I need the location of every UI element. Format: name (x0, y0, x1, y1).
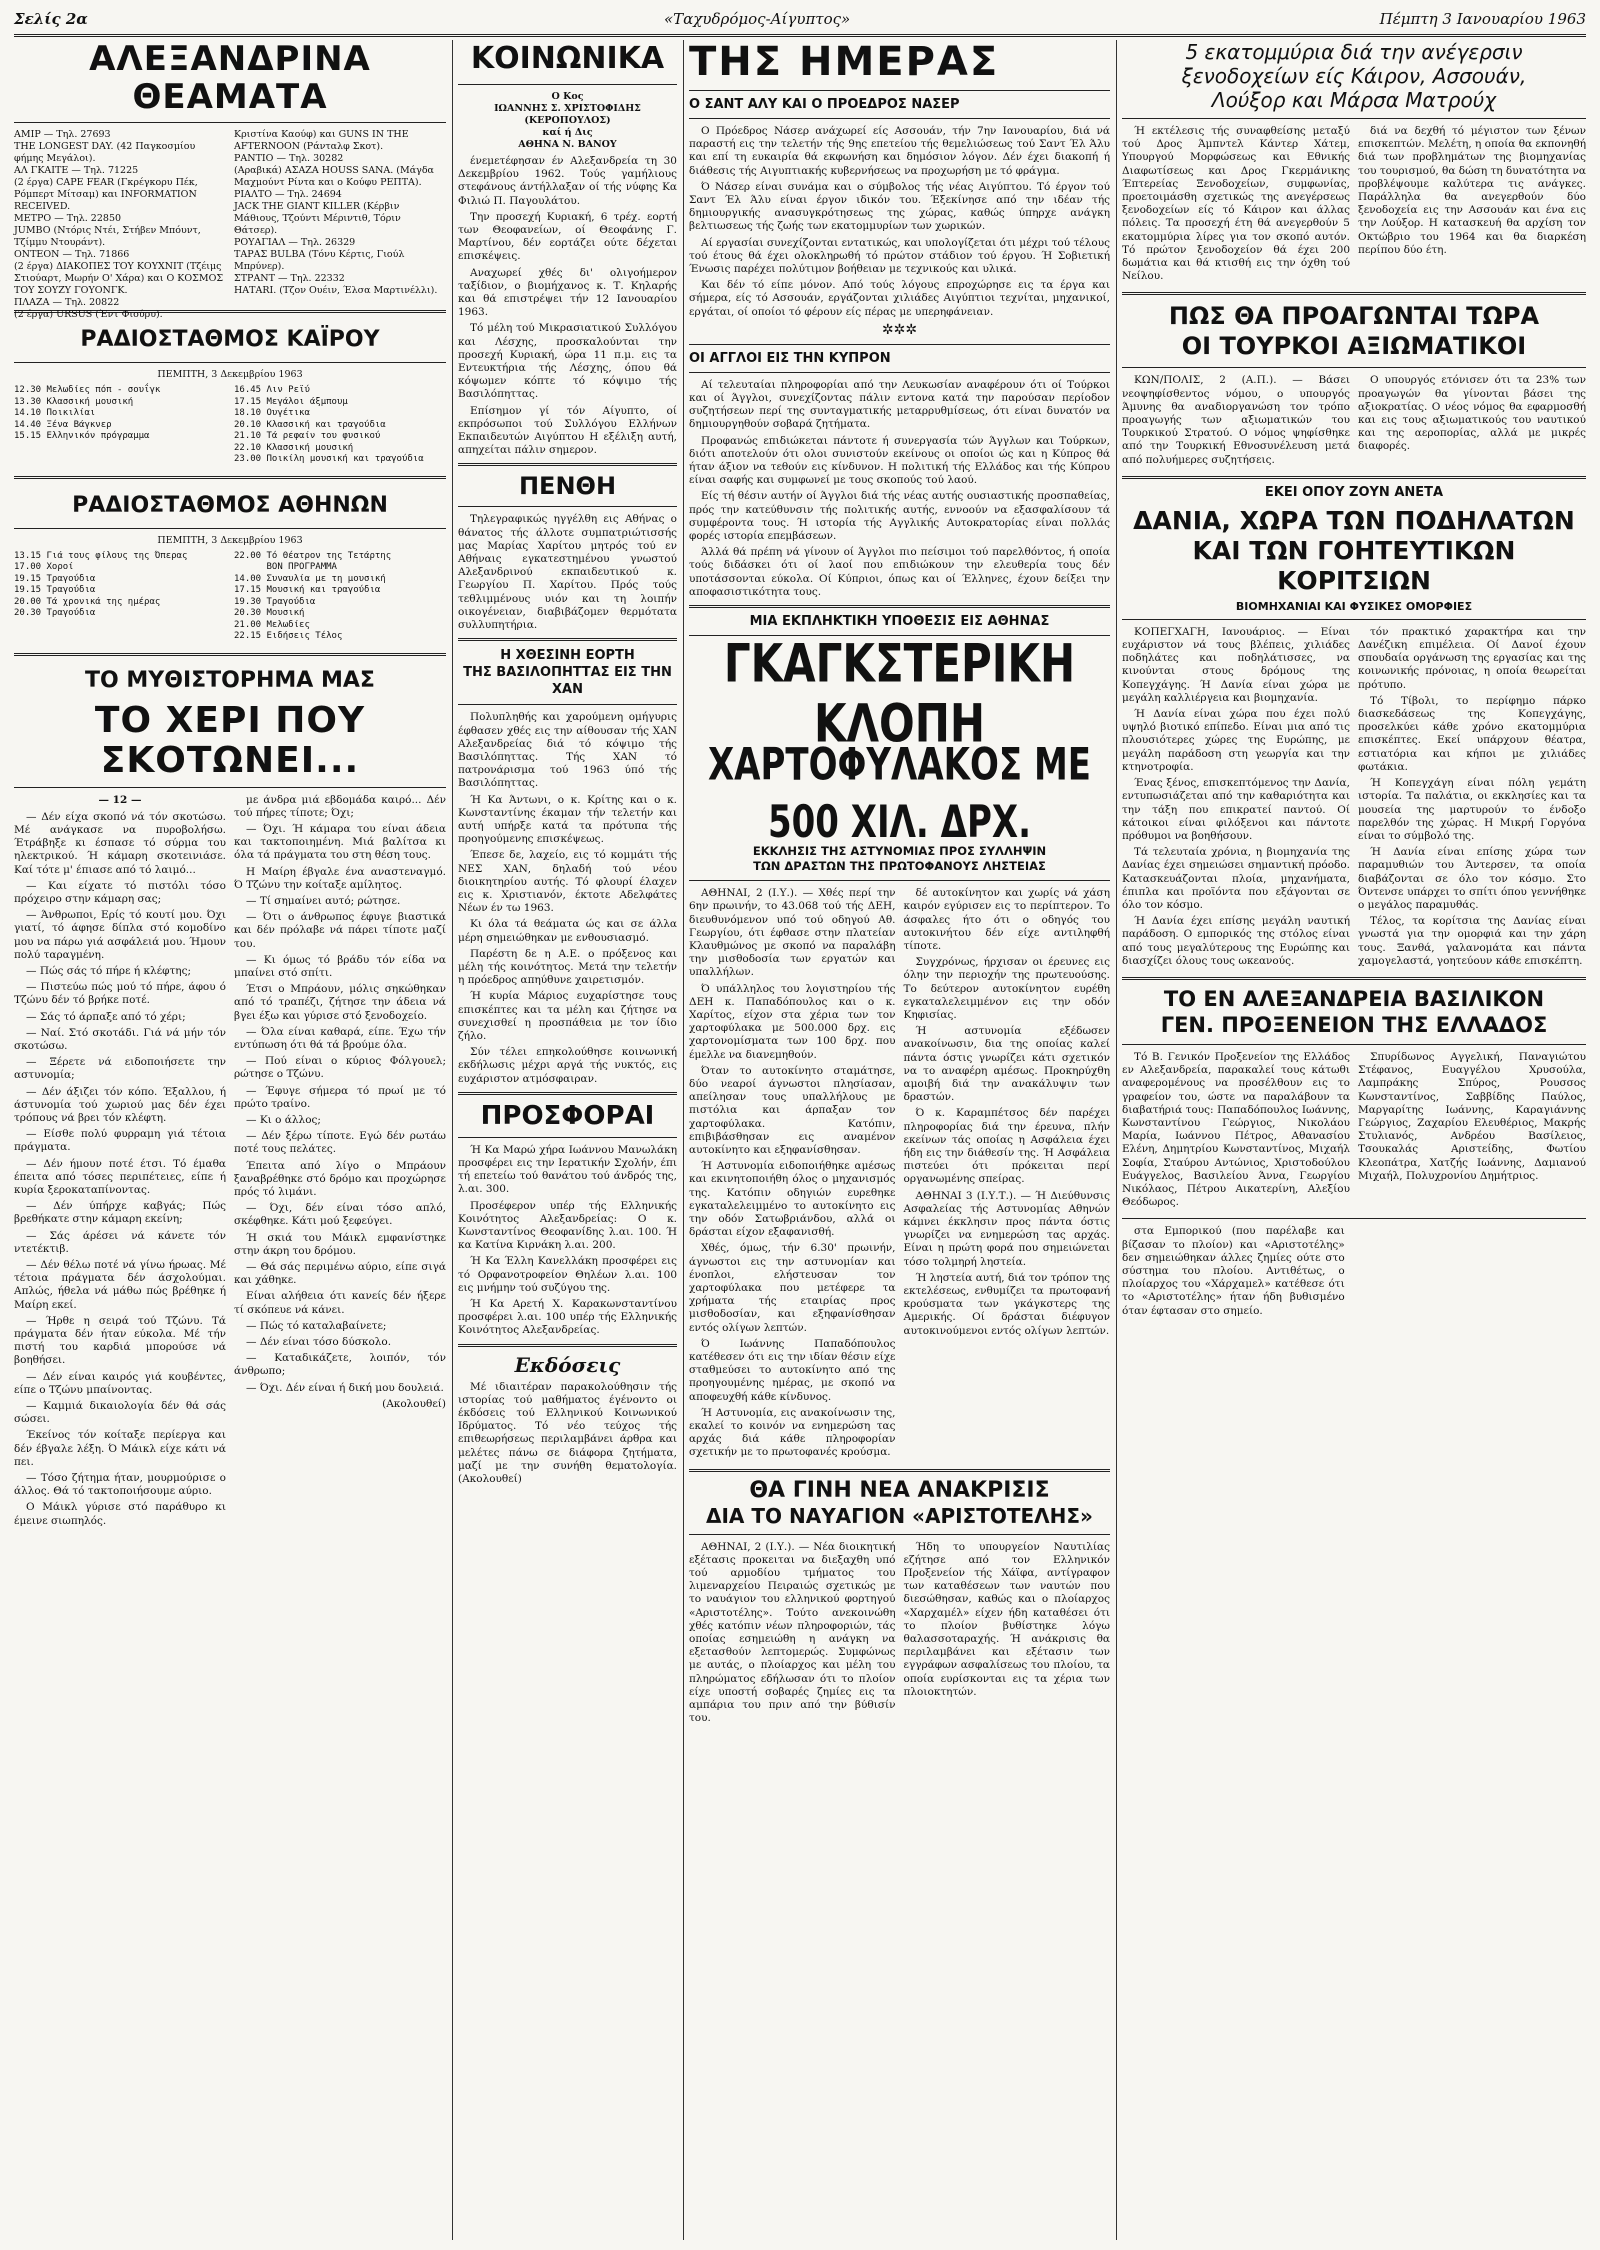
serial-paragraph: Έτσι ο Μπράουν, μόλις σηκώθηκαν από τό τραπέζι, ζήτησε την άδεια νά βγει έξω και γύρισε στό ξενοδοχείο. (234, 983, 446, 1022)
story-paragraph: Ή αστυνομία εξέδωσεν ανακοίνωσιν, δια της οποίας καλεί πάντα όστις γνωρίζει κάτι σχετικόν να το αναφέρη αμέσως. Προκηρύχθη αμοιβή διά την ανακάλυψιν των δραστών. (903, 1025, 1110, 1104)
serial-paragraph: — Ξέρετε νά ειδοποιήσετε την αστυνομία; (14, 1056, 226, 1082)
story-title-nasser: Ο ΣΑΝΤ ΑΛΥ ΚΑΙ Ο ΠΡΟΕΔΡΟΣ ΝΑΣΕΡ (689, 97, 960, 112)
headline-denmark-line2: ΚΑΙ ΤΩΝ ΓΟΗΤΕΥΤΙΚΩΝ ΚΟΡΙΤΣΙΩΝ (1192, 535, 1516, 595)
serial-paragraph: — Πώς τό καταλαβαίνετε; (246, 1319, 387, 1332)
serial-paragraph: — Όλα είναι καθαρά, είπε. Έχω τήν εντύπωση ότι θά τά βρούμε όλα. (234, 1025, 446, 1051)
serial-title: ΤΟ ΧΕΡΙ ΠΟΥ ΣΚΟΤΩΝΕΙ... (94, 699, 366, 781)
story-paragraph: Ό Ιωάννης Παπαδόπουλος κατέθεσεν ότι εις την ιδίαν θέσιν είχε σταθμεύσει το αυτοκίνητο από της προηγουμένης ημέρας, με σκοπό να αποφευχθή κάθε κίνδυνος. (689, 1337, 896, 1403)
offer-paragraph: Ή Κα Μαρώ χήρα Ιωάννου Μανωλάκη προσφέρει εις την Ιερατικήν Σχολήν, έπι τή επετείω τού θανάτου τού άνδρός της, λ.αι. 300. (458, 1143, 677, 1196)
publications-title: Εκδόσεις (514, 1352, 621, 1377)
serial-paragraph: — Δέν ξέρω τίποτε. Εγώ δέν ρωτάω ποτέ τους πελάτες. (234, 1130, 446, 1156)
story-paragraph: Ή Αστυνομία ειδοποιήθηκε αμέσως και εκινητοποιήθη όλος ο μηχανισμός της. Κατόπιν οδηγιών ευρεθηκε εγκαταλελειμμένο το αυτοκίνητο εις την οδόν Σατωβριάνδου, αλλά οι δράσται είχον εξαφανισθή. (689, 1160, 896, 1239)
serial-paragraph: με άνδρα μιά εβδομάδα καιρό... Δέν τού πήρες τίποτε; Όχι; (234, 793, 446, 819)
serial-paragraph: — Όχι, δέν είναι τόσο απλό, σκέφθηκε. Κάτι μού ξεφεύγει. (234, 1202, 446, 1228)
story-paragraph: Ή ληστεία αυτή, διά τον τρόπον της εκτελέσεως, ενθυμίζει τα πρωτοφανή κρούσματα των γκάγκστερς της Αμερικής. Οί δράσται διέφυγον αυτοκινούμενοι εντός ολίγων λεπτών. (903, 1271, 1110, 1337)
headline-robbery-line1: ΓΚΑΓΚΣΤΕΡΙΚΗ ΚΛΟΠΗ (723, 632, 1076, 755)
serial-paragraph: — Και είχατε τό πιστόλι τόσο πρόχειρο στην κάμαρη σας; (14, 879, 226, 905)
serial-paragraph: — Δέν είχα σκοπό νά τόν σκοτώσω. Μέ ανάγκασε να πυροβολήσω. Έτράβηξε κι έσπασε τό σύρμα του ηλεκτρικού. Ή κάμαρη σκοτεινιάσε. Καί τότε μ' έπιασε από τό λαιμό... (14, 810, 226, 876)
feast-paragraph: Ή Κα Άντωνι, ο κ. Κρίτης και ο κ. Κωνσταντίνης έκαμαν τήν τελετήν και αυτή υπήρξε κατά τα πρότυπα τής προηγούμενης επισκέψεως. (458, 793, 677, 846)
offer-paragraph: Ή Κα Αρετή Χ. Καρακωνσταντίνου προσφέρει λ.αι. 100 υπέρ τής Ελληνικής Κοινότητος Αλεξανδρείας. (458, 1298, 677, 1337)
serial-text-right (234, 794, 446, 1531)
headline-denmark-line1: ΔΑΝΙΑ, ΧΩΡΑ ΤΩΝ ΠΟΔΗΛΑΤΩΝ (1133, 505, 1575, 535)
serial-paragraph: (Ακολουθεί) (382, 1397, 446, 1410)
headline-turks-line2: ΟΙ ΤΟΥΡΚΟΙ ΑΞΙΩΜΑΤΙΚΟΙ (1181, 332, 1527, 361)
radio-athens-title: ΡΑΔΙΟΣΤΑΘΜΟΣ ΑΘΗΝΩΝ (72, 492, 388, 518)
social-paragraph: ένεμετέφησαν έν Αλεξανδρεία τη 30 Δεκεμβρίου 1962. Τούς γαμήλιους στεφάνους άντήλλαξαν οί τής νύφης Κα Φιλιώ Π. Παγουλάτου. (458, 155, 677, 207)
serial-paragraph: — Τί σημαίνει αυτό; ρώτησε. (246, 894, 401, 907)
story-paragraph: Ή Κοπεγχάγη είναι πόλη γεμάτη ιστορία. Τα παλάτια, οι εκκλησίες και τα μουσεία της μαρτυρούν το ένδοξο παρελθόν της χώρας. Η Μικρή Γοργόνα είναι το σύμβολό της. (1358, 777, 1586, 842)
mourning-title: ΠΕΝΘΗ (518, 472, 617, 501)
story-paragraph: ΑΘΗΝΑΙ 3 (Ι.Υ.Τ.). — Ή Διεύθυνσις Ασφαλείας τής Αστυνομίας Αθηνών κάμνει έκκλησιν προς πάντα όστις γνωρίζει να ενημερώση τας αρχάς. Είναι η πρώτη φορά που σημειώνεται τόσο τολμηρή ληστεία. (903, 1189, 1110, 1268)
headline-consulate-line2: ΓΕΝ. ΠΡΟΞΕΝΕΙΟΝ ΤΗΣ ΕΛΛΑΔΟΣ (1160, 1012, 1548, 1037)
social-paragraph: Την προσεχή Κυριακή, 6 τρέχ. εορτή των Θεοφανείων, οί Θεοφάνης Γ. Μαρτίνου, δέν εορτάζει ούτε δέχεται επισκέψεις. (458, 210, 677, 263)
serial-paragraph: — Καταδικάζετε, λοιπόν, τόν άνθρωπο; (234, 1352, 446, 1378)
column-rule (683, 40, 684, 2240)
story-paragraph: Τά τελευταία χρόνια, η βιομηχανία της Δανίας έχει σημειώσει σημαντική πρόοδο. Κατασκευάζονται πλοία, μηχανήματα, έπιπλα και προϊόντα που εξάγονται σε όλο τον κόσμο. (1122, 846, 1350, 911)
serial-paragraph: — Δέν είναι καιρός γιά κουβέντες, είπε ο Τζώνυ μπαίνοντας. (14, 1370, 226, 1396)
headline-consulate-line1: ΤΟ ΕΝ ΑΛΕΞΑΝΔΡΕΙΑ ΒΑΣΙΛΙΚΟΝ (1163, 986, 1545, 1011)
social-paragraph: Τό μέλη τού Μικρασιατικού Συλλόγου και Λέσχης, προσκαλούνται την προσεχή Κυριακή, ώρα 11 π.μ. εις τα Εντευκτήρια τής Λέσχης, όπου θά κόψωμεν κόπτε τό κόψιμο τής Βασιλόπηττας. (458, 322, 677, 401)
serial-paragraph: — Άνθρωποι, Ερίς τό κουτί μου. Όχι γιατί, τό άφησε δίπλα στό κομοδίνο μου να πάρω γιά ασφάλειά μου. Ήμουν πολύ ταραγμένη. (14, 909, 226, 961)
story-paragraph: Τό Β. Γενικόν Προξενείον της Ελλάδος εν Αλεξανδρεία, παρακαλεί τους κάτωθι αναφερομένους να προσέλθουν εις το γραφείον του, ώστε να παραλάβουν τα διαβατήριά τους: Παπαδόπουλος Ιωάννης, Κωνσταντίνου Γεώργιος, Νικολάου Μαρία, Ιωάννου Πέτρος, Αθανασίου Ελένη, Δημητρίου Κωνσταντίνος, Μιχαήλ Σοφία, Σταύρου Αντώνιος, Χριστοδούλου Ευάγγελος, Βασιλείου Άννα, Γεωργίου Νικόλαος, Πέτρου Αικατερίνη, Αλεξίου Θεόδωρος. (1122, 1050, 1350, 1209)
serial-paragraph: — Καμμιά δικαιολογία δέν θά σάς σώσει. (14, 1400, 226, 1426)
story-paragraph: Προφανώς επιδιώκεται πάντοτε ή συνεργασία τών Άγγλων και Τούρκων, διότι αποτελούν ότι ολοι συνιστούν εκείνους οι οποίοι ώς και η Κύπρος θά ήταν άξιον να τεθούν εις κίνδυνον. Η πολιτική τής Ελλάδος και τής Κύπρου είναι σαφής και συμφωνεί με τους σκοπούς τού λαού. (689, 434, 1110, 487)
subtitle-denmark: ΒΙΟΜΗΧΑΝΙΑΙ ΚΑΙ ΦΥΣΙΚΕΣ ΟΜΟΡΦΙΕΣ (1235, 599, 1473, 613)
issue-date: Πέμπτη 3 Ιανουαρίου 1963 (1379, 10, 1586, 28)
offer-paragraph: Προσέφερον υπέρ τής Ελληνικής Κοινότητος Αλεξανδρείας: Ο κ. Κωνσταντίνος Θεοφανίδης λ.αι. 100. Ή κα Κατίνα Κιρνάκη λ.αι. 200. (458, 1199, 677, 1252)
section-title-theatres: ΑΛΕΞΑΝΔΡΙΝΑ ΘΕΑΜΑΤΑ (89, 39, 371, 117)
story-paragraph: διά να δεχθή τό μέγιστον των ξένων επισκεπτών. Μελέτη, η οποία θα εκπονηθή διά των προβλημάτων της βιομηχανίας του τουρισμού, θα δώση τη δυνατότητα να προβλέψουμε καλύτερα τις ανάγκες. Παράλληλα θα ανεγερθούν δύο ξενοδοχεία εις την Ασσουάν και ένα εις την Λούξορ. Η κατασκευή θα αρχίση τον Οκτώβριο του 1964 και θα διαρκέση περίπου δύο έτη. (1358, 125, 1587, 256)
story-paragraph: Ό Νάσερ είναι συνάμα και ο σύμβολος τής νέας Αιγύπτου. Τό έργον τού Σαντ Έλ Άλυ είναι έργον ιδικόν του. Έξεκίνησε από την ιδέαν τής δημιουργικής ανασυγκρότησεως της χώρας, καθώς ύπηρχε ανάγκη βελτιωσεως τής ζωής των εκατομμυρίων των χωρικών. (689, 180, 1110, 233)
serial-paragraph: — Δέν ήμουν ποτέ έτσι. Τό έμαθα έπειτα από τόσες περιπέτειες, είπε ή κυρία ξεροκαταπίνοντας. (14, 1157, 226, 1196)
serial-paragraph: — Δέν είναι τόσο δύσκολο. (246, 1336, 392, 1349)
story-paragraph: Ή Αστυνομία, εις ανακοίνωσιν της, εκαλεί το κοινόν να ενημερώση τας αρχάς διά κάθε πληροφορίαν σχετικήν με το πρωτοφανές κρούσμα. (689, 1406, 896, 1459)
feast-paragraph: Πολυπληθής και χαρούμενη ομήγυρις έφθασεν χθές εις την αίθουσαν τής ΧΑΝ Αλεξανδρείας διά τό κόψιμο τής Βασιλόπηττας. Τής ΧΑΝ τό πατρονάρισμα τού 1963 ύπό τής Βασιλόπηττας. (458, 711, 677, 790)
serial-paragraph: Ο Μάικλ γύρισε στό παράθυρο κι έμεινε σιωπηλός. (14, 1501, 226, 1527)
serial-paragraph: — Όχι. Ή κάμαρα του είναι άδεια και τακτοποιημένη. Μιά βαλίτσα κι όλα τά πράγματα του στη θέση τους. (234, 822, 446, 862)
offers-title: ΠΡΟΣΦΟΡΑΙ (480, 1100, 655, 1131)
story-paragraph: Ήδη το υπουργείον Ναυτιλίας εζήτησε από τον Ελληνικόν Προξενείον τής Χάϊφα, αντίγραφον των καταθέσεων των ναυτών που διεσώθησαν, καθώς και ο πλοίαρχος «Χαρχαμέλ» είχεν ήδη καταθέσει ότι το πλοίον βυθίστηκε λόγω θαλασσοταραχής. Ή ανάκρισις θα περιλαμβάνει και εξέτασιν των εγγράφων ασφαλίσεως του πλοίου, τα οποία ευρίσκονται εις τα χέρια των πλοιοκτητών. (903, 1540, 1110, 1698)
serial-paragraph: — Κι ο άλλος; (246, 1113, 321, 1126)
headline-hotels: 5 εκατομμύρια διά την ανέγερσιν ξενοδοχείων είς Κάιρον, Ασσουάν, Λούξορ και Μάρσα Ματρούχ (1181, 40, 1527, 112)
radio-cairo-title: ΡΑΔΙΟΣΤΑΘΜΟΣ ΚΑΪΡΟΥ (80, 327, 380, 352)
story-paragraph: ΚΩΝ/ΠΟΛΙΣ, 2 (Α.Π.). — Βάσει νεοψηφίσθεντος νόμου, ο υπουργός Άμυνης θα αναδιοργανώση τον τρόπο προαγωγής των αξιωματικών του Τουρκικού Στρατού. Ο νόμος ψηφίσθηκε από την Τουρκική Εθνοσυνέλευση μετά από πολυήμερες συζητήσεις. (1122, 374, 1350, 466)
column-social (458, 40, 677, 2240)
column-rule (1116, 40, 1117, 2240)
serial-paragraph: — Ότι ο άνθρωπος έφυγε βιαστικά και δέν πρόλαβε νά πάρει τίποτε μαζί του. (234, 911, 446, 950)
feast-paragraph: Παρέστη δε η Α.Ε. ο πρόξενος και μέλη τής κοινότητος. Μετά την τελετήν η πρόεδρος απηύθυνε χαιρετισμόν. (458, 947, 677, 987)
story-paragraph: ΑΘΗΝΑΙ, 2 (Ι.Υ.). — Νέα διοικητική εξέτασις προκειται να διεξαχθη υπό τού αρμοδίου τμήματος του λιμεναρχείου Πειραιώς σχετικώς με το ναυάγιον του ελληνικού φορτηγού «Αριστοτέλης». Τούτο ανεκοινώθη χθές κατόπιν νέων πληροφοριών, τάς οποίας εσημειώθη η ανάγκη να εξετασθούν λεπτομερώς. Συμφώνως με αυτάς, ο πλοίαρχος και μέλη του πληρώματος εδήλωσαν ότι το πλοίον είχε υποστή σοβαρές ζημίες εις τα αμπάρια του πριν από την βύθισίν του. (689, 1540, 896, 1725)
serial-paragraph: Έκείνος τόν κοίταξε περίεργα και δέν έβγαλε λέξη. Ό Μάικλ είχε κάτι νά πει. (14, 1429, 226, 1468)
column-news (689, 40, 1110, 2240)
serial-paragraph: — Πιστεύω πώς μού τό πήρε, άφου ό Τζώνυ δέν τό βρήκε ποτέ. (14, 981, 226, 1007)
story-paragraph: δέ αυτοκίνητον και χωρίς νά χάση καιρόν εγύρισεν εις το περίπτερον. Το άσφαλες ήτο ότι ο οδηγός του αυτοκινήτου δέν είχε αντιληφθή τίποτε. (903, 887, 1110, 952)
story-paragraph: στα Εμπορικού (που παρέλαβε και βίζασαν το πλοίον) και «Αριστοτέλης» δεν σημειώθηκαν άλλες ζημίες ούτε στο σύστημα του πλοίου. Αντιθέτως, ο πλοίαρχος του «Χάρχαμελ» κατέθεσε ότι το «Αριστοτέλης» ήταν ήδη βυθισμένο όταν έφτασαν στο σημείο. (1122, 1225, 1345, 1317)
story-paragraph: Ό κ. Καραμπέτσος δέν παρέχει πληροφορίας διά την έρευνα, πλήν εκείνων τάς οποίας η Ασφάλεια έχει ήδη εις την διάθεσίν της. Ή Ασφάλεια πιστεύει ότι πρόκειται περί οργανωμένης σπείρας. (903, 1107, 1110, 1186)
story-paragraph: Χθές, όμως, τήν 6.30' πρωινήν, άγνωστοι εις την αστυνομίαν και ένοπλοι, ελήστευσαν τον χαρτοφύλακα που μετέφερε τα χρήματα τής εταιρίας προς μισθοδοσίαν, και εξηφανίσθησαν εντός ολίγων λεπτών. (689, 1242, 896, 1334)
feast-paragraph: Σύν τέλει επηκολούθησε κοινωνική εκδήλωσις μέχρι αργά τής νυκτός, εις ευχάριστον ατμόσφαιραν. (458, 1046, 677, 1085)
headline-inquiry-line1: ΘΑ ΓΙΝΗ ΝΕΑ ΑΝΑΚΡΙΣΙΣ (749, 1477, 1050, 1503)
story-paragraph: Όταν το αυτοκίνητο σταμάτησε, δύο νεαροί άγνωστοι πλησίασαν, απείλησαν τους υπαλλήλους με πιστόλια και άρπαξαν τον χαρτοφύλακα. Κατόπιν, επιβιβάσθησαν εις αναμένον αυτοκίνητο και εξηφανίσθησαν. (689, 1064, 896, 1156)
story-paragraph: Είς τή θέσιν αυτήν οί Άγγλοι διά τής νέας αυτής ουσιαστικής προσπαθείας, πρός την κατεύθυνσιν τής πολιτικής αυτής, εννοούν να εξασφαλίσουν τά συμφέροντα τους. Ή ιστορία τής Αγγλικής Αυτοκρατορίας είναι πολλάς φορές ιστορία επεμβάσεων. (689, 490, 1110, 543)
story-paragraph: ΚΟΠΕΓΧΑΓΗ, Ιανουάριος. — Είναι ευχάριστον νά τους βλέπεις, χιλιάδες ποδηλάτες και ποδηλάτισσες, να κινούνται στους δρόμους της Κοπεγχάγης. Ή Δανία είναι χώρα με μεγάλη καλλιέργεια και βιομηχανία. (1122, 625, 1350, 704)
serial-paragraph: — Δέν ύπήρχε καβγάς; Πώς βρεθήκατε στην κάμαρη εκείνη; (14, 1200, 226, 1226)
social-paragraph: Αναχωρεί χθές δι' ολιγοήμερον ταξίδιον, ο βιομήχανος κ. Τ. Κηλαρής και θά επιστρέψει τήν 12 Ιανουαρίου 1963. (458, 266, 677, 319)
story-paragraph: Τέλος, τα κορίτσια της Δανίας είναι γνωστά για την ομορφιά και την χάρη τους. Ξανθά, γαλανομάτα και πάντα χαμογελαστά, γοητεύουν κάθε επισκέπτη. (1358, 915, 1586, 967)
serial-paragraph: — Δέν θέλω ποτέ νά γίνω ήρωας. Μέ τέτοια πράγματα δέν άσχολούμαι. Απλώς, ήθελα νά μάθω πώς βρέθηκε ή Μαίρη εκεί. (14, 1259, 226, 1311)
serial-paragraph: — Σάς τό άρπαξε από τό χέρι; (26, 1010, 186, 1023)
story-paragraph: Ή εκτέλεσις τής συναφθείσης μεταξύ τού Δρος Άμπντελ Κάντερ Χάτεμ, Υπουργού Μορφώσεως και Εθνικής Διαφωτίσεως και Δρος Γκερμάνικης Έπτερείας Ξενοδοχείων, συμφωνίας, προετοιμάσθη σχετικώς της ανεγέρσεως ξενοδοχείων είς τό Κάιρον και άλλας πόλεις. Τα προσεχή έτη θά ανεγερθούν 5 εκατομμύρια λίρες για τον σκοπό αυτόν. Τό πρώτον ξενοδοχείον θά έχει 200 δωμάτια και θά κτισθή εις την όχθη τού Νείλου. (1122, 125, 1350, 283)
kicker-denmark: ΕΚΕΙ ΟΠΟΥ ΖΟΥΝ ΑΝΕΤΑ (1264, 484, 1444, 500)
serial-paragraph: — Σάς άρέσει νά κάνετε τόν ντετέκτιβ. (14, 1229, 226, 1255)
offer-paragraph: Ή Κα Έλλη Κανελλάκη προσφέρει εις τό Ορφανοτροφείον Θηλέων λ.αι. 100 εις μνήμην τού συζύγου της. (458, 1255, 677, 1294)
feast-title: Η ΧΘΕΣΙΝΗ ΕΟΡΤΗ ΤΗΣ ΒΑΣΙΛΟΠΗΤΤΑΣ ΕΙΣ ΤΗΝ ΧΑΝ (463, 648, 672, 698)
mourning-text: Τηλεγραφικώς ηγγέλθη εις Αθήνας ο θάνατος τής άλλοτε συμπατριώτισσής μας Μαρίας Χαρίτου μητρός τού εν Αθήναις εγκατεστημένου γνωστού Αλεξανδρινού εκπαιδευτικού κ. Γεωργίου Π. Χαρίτου. Πρός τούς τεθλιμμένους υιόν και τη λοιπήν οικογένειαν, διαβιβάζομεν θερμότατα συλλυπητήρια. (458, 513, 677, 632)
headline-robbery-subtitle: ΕΚΚΛΗΣΙΣ ΤΗΣ ΑΣΤΥΝΟΜΙΑΣ ΠΡΟΣ ΣΥΛΛΗΨΙΝ ΤΩΝ ΔΡΑΣΤΩΝ ΤΗΣ ΠΡΩΤΟΦΑΝΟΥΣ ΛΗΣΤΕΙΑΣ (752, 844, 1047, 874)
serial-paragraph: — Έφυγε σήμερα τό πρωί με τό πρώτο τραίνο. (234, 1084, 446, 1110)
headline-robbery-line2: ΧΑΡΤΟΦΥΛΑΚΟΣ ΜΕ 500 ΧΙΛ. ΔΡΧ. (707, 739, 1092, 849)
newspaper-name: «Ταχυδρόμος-Αίγυπτος» (664, 10, 851, 28)
serial-paragraph: — Θά σάς περιμένω αύριο, είπε σιγά και χάθηκε. (234, 1261, 446, 1287)
serial-paragraph: — Ήρθε η σειρά τού Τζώνυ. Τά πράγματα δέν ήταν εύκολα. Μέ τήν πιστή του καρδιά μπορούσε νά βοηθήσει. (14, 1314, 226, 1367)
headline-turks-line1: ΠΩΣ ΘΑ ΠΡΟΑΓΩΝΤΑΙ ΤΩΡΑ (1168, 302, 1540, 331)
story-paragraph: Ή Δανία είναι επίσης χώρα των παραμυθιών του Άντερσεν, τα οποία διαβάζονται σε όλο τον κόσμο. Στο Όντενσε υπάρχει το σπίτι όπου γεννήθηκε ο μεγάλος παραμυθάς. (1358, 846, 1586, 911)
radio-athens-schedule-right: 22.00 Τό Θέατρον της Τετάρτης ΒΟΝ ΠΡΟΓΡΑΜΜΑ 14.00 Συναυλία με τη μουσική 17.15 Μουσική και τραγούδια 19.30 Τραγούδια 20.30 Μουσική 21.00 Μελωδίες 22.15 Ειδήσεις Τέλος (234, 550, 392, 641)
headline-inquiry-line2: ΔΙΑ ΤΟ ΝΑΥΑΓΙΟΝ «ΑΡΙΣΤΟΤΕΛΗΣ» (706, 1503, 1093, 1528)
section-title-social: ΚΟΙΝΩΝΙΚΑ (470, 41, 665, 76)
serial-paragraph: — Κι όμως τό βράδυ τόν είδα να μπαίνει στό σπίτι. (234, 953, 446, 979)
serial-paragraph: Έπειτα από λίγο ο Μπράουν ξαναβρέθηκε στό δρόμο και προχώρησε πρός τό λιμάνι. (234, 1159, 446, 1198)
story-paragraph: Ένας ξένος, επισκεπτόμενος την Δανία, εντυπωσιάζεται από την καθαριότητα και την τάξη που επικρατεί παντού. Οί κάτοικοι είναι φιλόξενοι και πάντοτε πρόθυμοι να βοηθήσουν. (1122, 777, 1350, 842)
story-paragraph: Σπυρίδωνος Αγγελική, Παναγιώτου Στέφανος, Ευαγγέλου Χρυσούλα, Λαμπράκης Σπύρος, Ρουσσος Κωνσταντίνος, Σαββίδης Παύλος, Μαργαρίτης Ιωάννης, Καραγιάννης Γεώργιος, Ζαχαρίου Ελευθέριος, Μακρής Στυλιανός, Ανδρέου Βασίλειος, Τσουκαλάς Αριστείδης, Φωτίου Κλεοπάτρα, Χατζής Ιωάννης, Δαμιανού Μιχαήλ, Πολυχρονίου Δημήτριος. (1358, 1050, 1586, 1182)
engagement-names: Ο Κος ΙΩΑΝΝΗΣ Σ. ΧΡΙΣΤΟΦΙΔΗΣ (ΚΕΡΟΠΟΥΛΟΣ) καί ή Δις ΑΘΗΝΑ Ν. ΒΑΝΟΥ (494, 91, 641, 150)
story-paragraph: ΑΘΗΝΑΙ, 2 (Ι.Υ.). — Χθές περί την 6ην πρωινήν, το 43.068 τού τής ΔΕΗ, διευθυνόμενον υπό τού οδηγού Αθ. Γεωργίου, ότι έφθασε στην πλατείαν Κλαυθμώνος με σκοπό να παραλάβη την μισθοδοσία των εργατών και υπαλλήλων. (689, 887, 896, 979)
social-paragraph: Επίσημον γί τόν Αίγυπτο, οί εκπρόσωποι τού Συλλόγου Ελλήνων Εκπαιδευτών Αιγύπτου Η εξέλιξη αυτή, απηχείται πάλιν σημερον. (458, 404, 677, 457)
radio-cairo-date: ΠΕΜΠΤΗ, 3 Δεκεμβρίου 1963 (157, 369, 303, 380)
serial-part-number: — 12 — (98, 793, 142, 806)
story-paragraph: Τό Τίβολι, το περίφημο πάρκο διασκεδάσεως της Κοπεγχάγης, προσελκύει κάθε χρόνο εκατομμύρια επισκέπτες. Εκεί υπάρχουν θέατρα, εστιατόρια και κήποι με χιλιάδες φωτάκια. (1358, 694, 1586, 773)
story-paragraph: Αί τελευταίαι πληροφορίαι από την Λευκωσίαν αναφέρουν ότι οί Τούρκοι και οί Άγγλοι, συνεχίζοντας πάλιν εντονα κατά την παρούσαν περίοδον συζητήσεων περί της συνταγματικής μεταρρυθμίσεως, ότι είναι δυνατόν να δημιουργηθούν σοβαρά ζητήματα. (689, 378, 1110, 431)
story-paragraph: Ή Δανία είναι χώρα που έχει πολύ υψηλό βιοτικό επίπεδο. Είναι μια από τις πλουσιότερες χώρες της Ευρώπης, με μεγάλη παράδοση στη γεωργία και την κτηνοτροφία. (1122, 708, 1350, 773)
feast-paragraph: Ή κυρία Μάριος ευχαρίστησε τους επισκέπτες και τα μέλη και ζήτησε να συνεχισθεί η προσπάθεια με τον ίδιο ζήλο. (458, 990, 677, 1042)
section-title-today: ΤΗΣ ΗΜΕΡΑΣ (689, 39, 1000, 85)
story-kicker-athens: ΜΙΑ ΕΚΠΛΗΚΤΙΚΗ ΥΠΟΘΕΣΙΣ ΕΙΣ ΑΘΗΝΑΣ (749, 614, 1050, 630)
story-paragraph: τόν πρακτικό χαρακτήρα και την Δανέζικη επιμέλεια. Οί Δανοί έχουν σπουδαία οργάνωση της εργασίας και της κοινωνικής πρόνοιας, η οποία θεωρείται πρότυπο. (1358, 625, 1586, 691)
story-paragraph: Ό υπάλληλος του λογιστηρίου τής ΔΕΗ κ. Παπαδόπουλος και ο κ. Χαρίτος, είχον στα χέρια των τον χαρτοφύλακα με 500.000 δρχ. εις χαρτονομίσματα των 100 δρχ. που έμελλε να διανεμηθούν. (689, 982, 896, 1061)
serial-paragraph: — Όχι. Δέν είναι ή δική μου δουλειά. (246, 1381, 444, 1394)
publications-text: Μέ ιδιαιτέραν παρακολούθησιν τής ιστορίας τού μαθήματος έγένοντο οι έκδόσεις τού Ελληνικού Κοινωνικού Ιδρύματος. Τό νέο τεύχος τής επιθεωρήσεως περιλαμβάνει άρθρα και μελέτες πάνω σε διάφορα ζητήματα, μαζί με την συνήθη θεματολογία. (Ακολουθεί) (458, 1380, 677, 1486)
radio-cairo-schedule-left: 12.30 Μελωδίες πόπ - σουΐγκ 13.30 Κλασσική μουσική 14.10 Ποικιλίαι 14.40 Ξένα Βάγκνερ 15.15 Ελληνικόν πρόγραμμα (14, 385, 161, 441)
story-paragraph: Άλλά θά πρέπη νά γίνουν οί Άγγλοι πιο πείσιμοι τού παρελθόντος, ή οποία τούς διδάσκει ότι οί λαοί που επιδιώκουν την ελευθερία τους δέν υποτάσσονται εύκολα. Οί Κύπριοι, όπως και οί Έλληνες, έχουν δείξει την αποφασιστικότητα τους. (689, 546, 1110, 598)
story-paragraph: Συγχρόνως, ήρχισαν οι έρευνες εις όλην την περιοχήν της πρωτευούσης. Το δεύτερον αυτοκίνητον ευρέθη εγκαταλελειμμένον εις την οδόν Κηφισίας. (903, 956, 1110, 1021)
radio-athens-date: ΠΕΜΠΤΗ, 3 Δεκεμβρίου 1963 (157, 534, 303, 546)
column-entertainment (14, 40, 446, 2240)
column-world (1122, 40, 1586, 2240)
story-paragraph: Και δέν τό είπε μόνον. Από τούς λόγους επροχώρησε εις τα έργα και σήμερα, είς τό Ασσουάν, εργάζονται χιλιάδες Αιγύπτιοι τεχνίται, μηχανικοί, εργάται, οί οποίοι τό φέρουν είς πέρας με υπερηφάνειαν. (689, 279, 1110, 318)
serial-paragraph: — Ναί. Στό σκοτάδι. Γιά νά μήν τόν σκοτώσω. (14, 1026, 226, 1052)
story-paragraph: Ο Πρόεδρος Νάσερ ανάχωρεί είς Ασσουάν, τήν 7ην Ιανουαρίου, διά νά παραστή εις την τελετήν τής 9ης επετείου τής θεμελιώσεως τού Σαντ Έλ Άλυ και επί τη ευκαιρία θά εκφωνήση και δημόσιον λόγον. Δέν έχει διακοπή ή διάθεσις τής Αιγυπτιακής κυβερνήσεως να προχωρήση με τό φράγμα. (689, 125, 1110, 177)
serial-paragraph: — Είσθε πολύ φυρραμη γιά τέτοια πράγματα. (14, 1128, 226, 1154)
radio-athens-schedule-left: 13.15 Γιά τους φίλους της Όπερας 17.00 Χοροί 19.15 Τραγούδια 19.15 Τραγούδια 20.00 Τά χρονικά της ημέρας 20.30 Τραγούδια (14, 550, 188, 618)
page-number: Σελίς 2α (14, 10, 88, 28)
column-rule (452, 40, 453, 2240)
feast-paragraph: Κι όλα τά θεάματα ώς και σε άλλα μέρη σημειώθηκαν με ενθουσιασμό. (458, 918, 677, 944)
page-header (14, 8, 1586, 37)
cinema-listings-left: AMIP — Τηλ. 27693 THE LONGEST DAY. (42 Παγκοσμίου φήμης Μεγάλοι). ΑΛ ΓΚΑΙΤΕ — Τηλ. 71225 (2 έργα) CAPE FEAR (Γκρέγκορυ Πέκ, Ρόμπερτ Μίτσαμ) και INFORMATION RECEIVED. ΜΕΤΡΟ — Τηλ. 22850 JUMBO (Ντόρις Ντέι, Στήβεν Μπόυντ, Τζίμμυ Ντουράντ). ΟΝΤΕΟΝ — Τηλ. 71866 (2 έργα) ΔΙΑΚΟΠΕΣ ΤΟΥ ΚΟΥΧΝΙΤ (Τζέιμς Στιούαρτ, Μωρήν Ο' Χάρα) και Ο ΚΟΣΜΟΣ ΤΟΥ ΣΟΥΖΥ ΓΟΥΟΝΓΚ. ΠΛΑΖΑ — Τηλ. 20822 (2 έργα) URSUS (Έντ Φιούρυ). (14, 129, 224, 320)
section-ornament: ✲✲✲ (881, 321, 918, 338)
story-paragraph: Ο υπουργός ετόνισεν ότι τα 23% των προαγωγών θα γίνονται βάσει της αξιοκρατίας. Ο νέος νόμος θα εφαρμοσθή και εις τους αξιωματικούς του ναυτικού και της αεροπορίας, αλλά με μικρές διαφορές. (1358, 374, 1586, 453)
story-paragraph: Αί εργασίαι συνεχίζονται εντατικώς, και υπολογίζεται ότι μέχρι τού τέλους τού έτους θά έχει ολοκληρωθή τό πρώτον στάδιον τού έργου. Ή Σοβιετική Ένωσις παρέχει πολύτιμον βοήθειαν με τεχνικούς και υλικά. (689, 236, 1110, 276)
serial-paragraph: Ή σκιά του Μάικλ εμφανίστηκε στην άκρη του δρόμου. (234, 1231, 446, 1257)
story-paragraph: Ή Δανία έχει επίσης μεγάλη ναυτική παράδοση. Ο εμπορικός της στόλος είναι από τους μεγαλύτερους της Ευρώπης και διασχίζει όλους τους ωκεανούς. (1122, 915, 1350, 967)
serial-paragraph: Είναι αλήθεια ότι κανείς δέν ήξερε τί σκόπευε νά κάνει. (234, 1290, 446, 1316)
serial-paragraph: — Δέν άξιζει τόν κόπο. Έξαλλου, ή άστυνομία τού χωριού μας δέν έχει τρόπους νά βρει τόν κλέφτη. (14, 1085, 226, 1124)
serial-text-left (14, 811, 226, 1528)
radio-cairo-schedule-right: 16.45 Λιν Ρεϊύ 17.15 Μεγάλοι άξμπουμ 18.10 Ουγέτικα 20.10 Κλασσική και τραγούδια 21.10 Τά ρεφαίν του φυσικού 22.10 Κλασσική μουσική 23.00 Ποικίλη μουσική και τραγούδια (234, 385, 424, 464)
cinema-listings-right: Κριστίνα Καούφ) και GUNS IN THE AFTERNOON (Ράνταλφ Σκοτ). ΡΑΝΤΙΟ — Τηλ. 30282 (Αραβικά) ΑΣΑΖΑ ΗΟUSS SANA. (Μάγδα Μαχμούντ Ρίντα και ο Κούφυ ΡΕΠΤΑ). ΡΙΑΛΤΟ — Τηλ. 24694 JACK THE GIANT KILLER (Κέρβιν Μάθιους, Τζούντι Μέριντιθ, Τόριν Θάτσερ). ΡΟΥΑΓΙΑΛ — Τηλ. 26329 ΤΑΡΑΣ BULBA (Τόνυ Κέρτις, Γιούλ Μπρύνερ). ΣΤΡΑΝΤ — Τηλ. 22332 ΗΑΤΑRΙ. (Τζον Ουέιν, Έλσα Μαρτινέλλι). (234, 129, 438, 296)
story-title-cyprus: ΟΙ ΑΓΓΛΟΙ ΕΙΣ ΤΗΝ ΚΥΠΡΟΝ (689, 350, 891, 366)
serial-paragraph: — Πώς σάς τό πήρε ή κλέφτης; (26, 964, 192, 977)
feast-paragraph: Έπεσε δε, λαχείο, εις τό κομμάτι τής ΝΕΣ ΧΑΝ, δηλαδή τού νέου διοικητηρίου αυτής. Τό φλουρί έλαχεν εις κ. Χριστιανόν, έκτοτε Αδελφάτες Νέων έν τω 1963. (458, 849, 677, 915)
serial-paragraph: Η Μαίρη έβγαλε ένα αναστεναγμό. Ό Τζώνυ την κοίταξε αμίλητος. (234, 865, 446, 891)
serial-section-title: ΤΟ ΜΥΘΙΣΤΟΡΗΜΑ ΜΑΣ (85, 667, 375, 693)
serial-paragraph: — Πού είναι ο κύριος Φόλγουελ; ρώτησε ο Τζώνυ. (234, 1055, 446, 1081)
serial-paragraph: — Τόσο ζήτημα ήταν, μουρμούρισε ο άλλος. Θά τό τακτοποιήσουμε αύριο. (14, 1472, 226, 1498)
